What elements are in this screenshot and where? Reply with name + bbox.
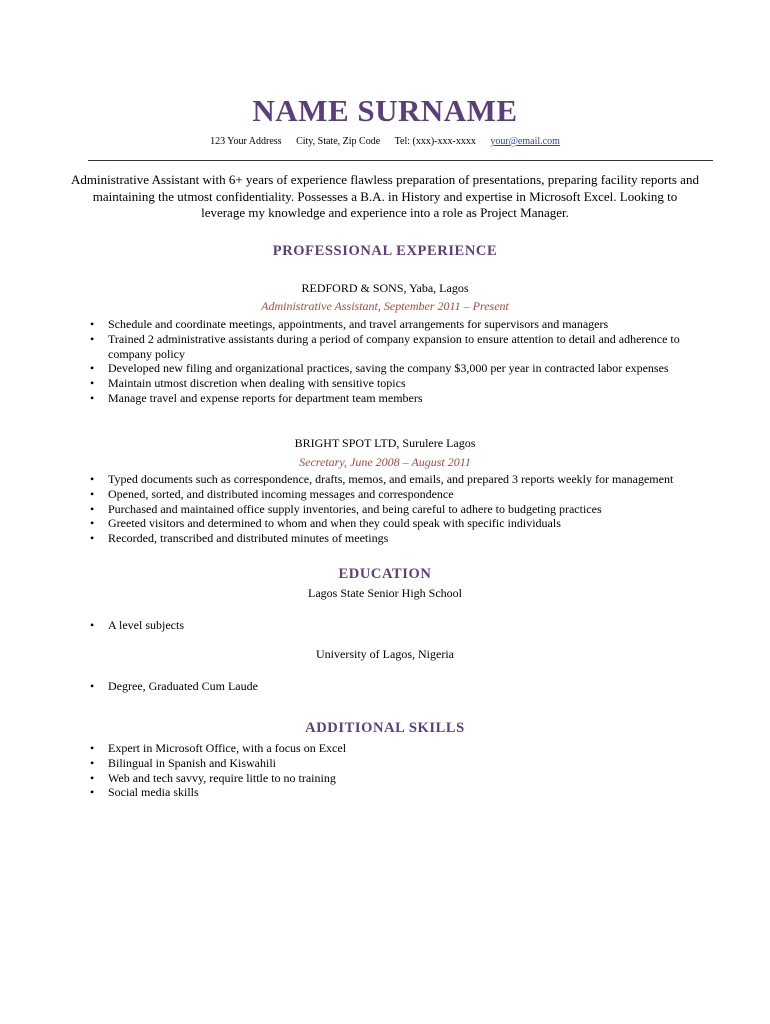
bullet-icon: • <box>90 331 95 346</box>
list-item: • Schedule and coordinate meetings, appointments, and travel arrangements for supervisors and managers <box>90 317 609 331</box>
contact-line <box>0 136 770 147</box>
bullet-icon: • <box>90 486 95 501</box>
candidate-name: NAME SURNAME <box>252 93 518 128</box>
list-item: • Degree, Graduated Cum Laude <box>90 679 258 693</box>
experience-heading: PROFESSIONAL EXPERIENCE <box>272 243 498 259</box>
list-item: • Social media skills <box>90 785 199 800</box>
job-company-2: BRIGHT SPOT LTD, Surulere Lagos <box>294 436 476 450</box>
bullet-icon: • <box>90 531 95 546</box>
job-bullets-1 <box>90 317 710 406</box>
skills-heading: ADDITIONAL SKILLS <box>305 720 465 736</box>
bullet-icon: • <box>90 317 95 331</box>
school-name-1: Lagos State Senior High School <box>308 586 462 600</box>
list-item: • Manage travel and expense reports for department team members <box>90 390 423 405</box>
list-item: • Maintain utmost discretion when dealing with sensitive topics <box>90 376 406 391</box>
bullet-icon: • <box>90 390 95 405</box>
school-bullets-2 <box>90 679 710 694</box>
list-item: • Developed new filing and organizational practices, saving the company $3,000 per year in contracted labor expenses <box>90 361 669 376</box>
city-state-zip: City, State, Zip Code <box>296 136 381 147</box>
bullet-icon: • <box>90 361 95 376</box>
list-item: • Purchased and maintained office supply inventories, and being careful to adhere to budgeting practices <box>90 501 602 516</box>
job-role-2: Secretary, June 2008 – August 2011 <box>299 455 471 469</box>
list-item: • Expert in Microsoft Office, with a focus on Excel <box>90 741 347 755</box>
bullet-icon: • <box>90 679 95 693</box>
bullet-icon: • <box>90 501 95 516</box>
bullet-icon: • <box>90 376 95 391</box>
list-item: • Opened, sorted, and distributed incoming messages and correspondence <box>90 486 454 501</box>
list-item: • Recorded, transcribed and distributed minutes of meetings <box>90 531 389 546</box>
bullet-icon: • <box>90 516 95 531</box>
address: 123 Your Address <box>210 136 282 147</box>
job-bullets-2 <box>90 472 710 546</box>
job-company-1: REDFORD & SONS, Yaba, Lagos <box>301 281 469 295</box>
bullet-icon: • <box>90 618 95 632</box>
school-name-2: University of Lagos, Nigeria <box>316 647 454 661</box>
summary-paragraph: Administrative Assistant with 6+ years of experience flawless preparation of presentations, preparing facility reports and maintaining the utmost confidentiality. Possesses a B.A. in History and expertise in Microsoft Excel. Looking to leverage my knowledge and experience into a role as Project Manager. <box>71 172 699 220</box>
list-item: • Bilingual in Spanish and Kiswahili <box>90 755 276 770</box>
bullet-icon: • <box>90 741 95 755</box>
list-item: • Typed documents such as correspondence, drafts, memos, and emails, and prepared 3 reports weekly for management <box>90 472 674 486</box>
telephone: Tel: (xxx)-xxx-xxxx <box>394 136 476 147</box>
bullet-icon: • <box>90 785 95 800</box>
list-item: • Web and tech savvy, require little to no training <box>90 770 336 785</box>
job-role-1: Administrative Assistant, September 2011 – Present <box>261 299 509 313</box>
header-divider <box>88 160 713 161</box>
list-item: • Greeted visitors and determined to whom and when they could speak with specific individuals <box>90 516 561 531</box>
email-link[interactable]: your@email.com <box>490 136 560 147</box>
bullet-icon: • <box>90 770 95 785</box>
list-item: • A level subjects <box>90 618 184 632</box>
school-bullets-1 <box>90 618 710 633</box>
skills-bullets <box>90 741 710 800</box>
bullet-icon: • <box>90 472 95 486</box>
education-heading: EDUCATION <box>338 566 432 582</box>
bullet-icon: • <box>90 755 95 770</box>
list-item: • Trained 2 administrative assistants during a period of company expansion to ensure attention to detail and adherence to company policy <box>90 331 680 361</box>
